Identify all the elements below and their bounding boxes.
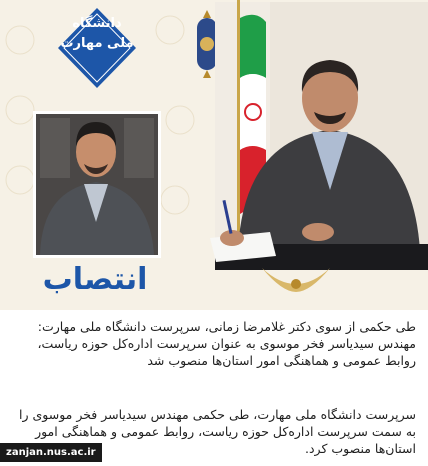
source-url-badge: zanjan.nus.ac.ir <box>0 443 102 462</box>
person-photo-main <box>210 0 428 270</box>
university-logo-text: دانشگاه ملی مهارت <box>60 16 134 51</box>
person-photo-left <box>36 114 158 255</box>
article-summary: طی حکمی از سوی دکتر غلامرضا زمانی، سرپرست دانشگاه ملی مهارت: مهندس سیدیاسر فخر موسوی به عنوان سرپرست اداره‌کل حوزه ریاست، روابط عمومی و هماهنگی امور استان‌ها منصوب شد <box>37 319 416 368</box>
appointment-heading: انتصاب <box>42 262 148 297</box>
article-body: سرپرست دانشگاه ملی مهارت، طی حکمی مهندس سیدیاسر فخر موسوی را به سمت سرپرست اداره‌کل حوزه ریاست، روابط عمومی و هماهنگی امور استان‌ها منصوب کرد. <box>19 407 416 456</box>
